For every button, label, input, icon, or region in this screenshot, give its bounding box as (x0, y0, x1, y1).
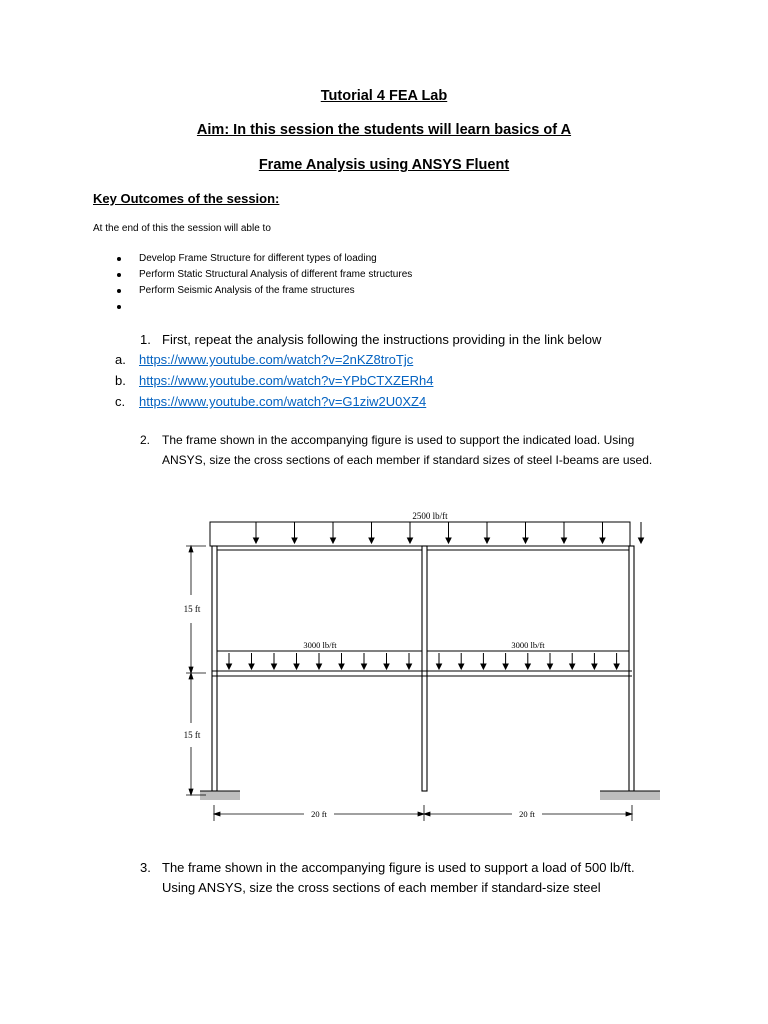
link-letter: a. (115, 352, 126, 367)
roof-load-arrow-head (369, 538, 374, 543)
link-letter: b. (115, 373, 126, 388)
floor-load-arrow-head (592, 664, 597, 669)
floor-load-arrow-head (481, 664, 486, 669)
aim-line: Aim: In this session the students will learn basics of A (196, 122, 572, 138)
video-link-b[interactable]: https://www.youtube.com/watch?v=YPbCTXZERh4 (139, 373, 434, 388)
outcomes-intro: At the end of this the session will able to (93, 223, 271, 234)
floor-load-arrow-head (384, 664, 389, 669)
frame-members (212, 546, 634, 791)
roof-load-arrow-head (600, 538, 605, 543)
task-3-number: 3. (140, 860, 151, 875)
task-2-text: The frame shown in the accompanying figure is used to support the indicated load. Using ANSYS, size the cross sections of each member if standard sizes of steel I-beams are used. (162, 433, 653, 467)
roof-load-arrow-head (408, 538, 413, 543)
task-3-text: The frame shown in the accompanying figure is used to support a load of 500 lb/ft. Using ANSYS, size the cross sections of each member if standard-size steel (162, 860, 635, 895)
floor-load-arrow-head (548, 664, 553, 669)
floor-load-arrow-head (525, 664, 530, 669)
video-link-item (115, 370, 433, 391)
roof-load-arrow-head (292, 538, 297, 543)
roof-load-arrow-head (446, 538, 451, 543)
task-2 (140, 431, 670, 470)
floor-load-arrow-head (317, 664, 322, 669)
roof-load-arrow-head (523, 538, 528, 543)
task-1-text: First, repeat the analysis following the instructions providing in the link below (162, 332, 602, 347)
height-dimensions (183, 546, 206, 795)
video-link-item (115, 391, 433, 412)
floor-load-arrow-head (407, 664, 412, 669)
floor-load-arrow-head (227, 664, 232, 669)
floor-load-right-label: 3000 lb/ft (511, 640, 545, 650)
floor-load-arrow-head (249, 664, 254, 669)
roof-load-arrows (210, 522, 644, 546)
floor-load-left-label: 3000 lb/ft (303, 640, 337, 650)
height-upper-label: 15 ft (183, 604, 201, 614)
outcomes-heading: Key Outcomes of the session: (93, 191, 280, 206)
floor-load-arrow-head (294, 664, 299, 669)
task-1 (140, 330, 670, 350)
height-lower-label: 15 ft (183, 730, 201, 740)
floor-load-arrow-head (272, 664, 277, 669)
task-3 (140, 858, 670, 897)
roof-load-label: 2500 lb/ft (412, 511, 448, 521)
roof-load-arrow-head (254, 538, 259, 543)
frame-figure (170, 505, 670, 830)
floor-load-arrow-head (362, 664, 367, 669)
link-letter: c. (115, 394, 126, 409)
video-link-list (115, 349, 433, 412)
outcome-item: Perform Static Structural Analysis of different frame structures (116, 267, 412, 283)
roof-load-arrow-head (639, 538, 644, 543)
task-2-number: 2. (140, 433, 151, 447)
outcome-item: Develop Frame Structure for different types of loading (116, 251, 412, 267)
floor-loads (217, 651, 629, 671)
video-link-item (115, 349, 433, 370)
aim-subtitle: Frame Analysis using ANSYS Fluent (258, 157, 510, 173)
ground-supports (200, 791, 660, 800)
outcome-item: Perform Seismic Analysis of the frame structures (116, 283, 412, 299)
roof-load-arrow-head (485, 538, 490, 543)
video-link-c[interactable]: https://www.youtube.com/watch?v=G1ziw2U0XZ4 (139, 394, 427, 409)
floor-load-arrow-head (459, 664, 464, 669)
outcomes-list (116, 251, 412, 315)
floor-load-arrow-head (503, 664, 508, 669)
task-1-number: 1. (140, 332, 151, 347)
span-left-label: 20 ft (311, 809, 327, 819)
span-right-label: 20 ft (519, 809, 535, 819)
page-title: Tutorial 4 FEA Lab (320, 88, 448, 104)
outcome-item-empty (116, 299, 412, 315)
roof-load-arrow-head (331, 538, 336, 543)
floor-load-arrow-head (570, 664, 575, 669)
floor-load-arrow-head (437, 664, 442, 669)
video-link-a[interactable]: https://www.youtube.com/watch?v=2nKZ8troTjc (139, 352, 414, 367)
span-dimensions (214, 805, 632, 821)
floor-load-arrow-head (614, 664, 619, 669)
roof-load-arrow-head (562, 538, 567, 543)
floor-load-arrow-head (339, 664, 344, 669)
